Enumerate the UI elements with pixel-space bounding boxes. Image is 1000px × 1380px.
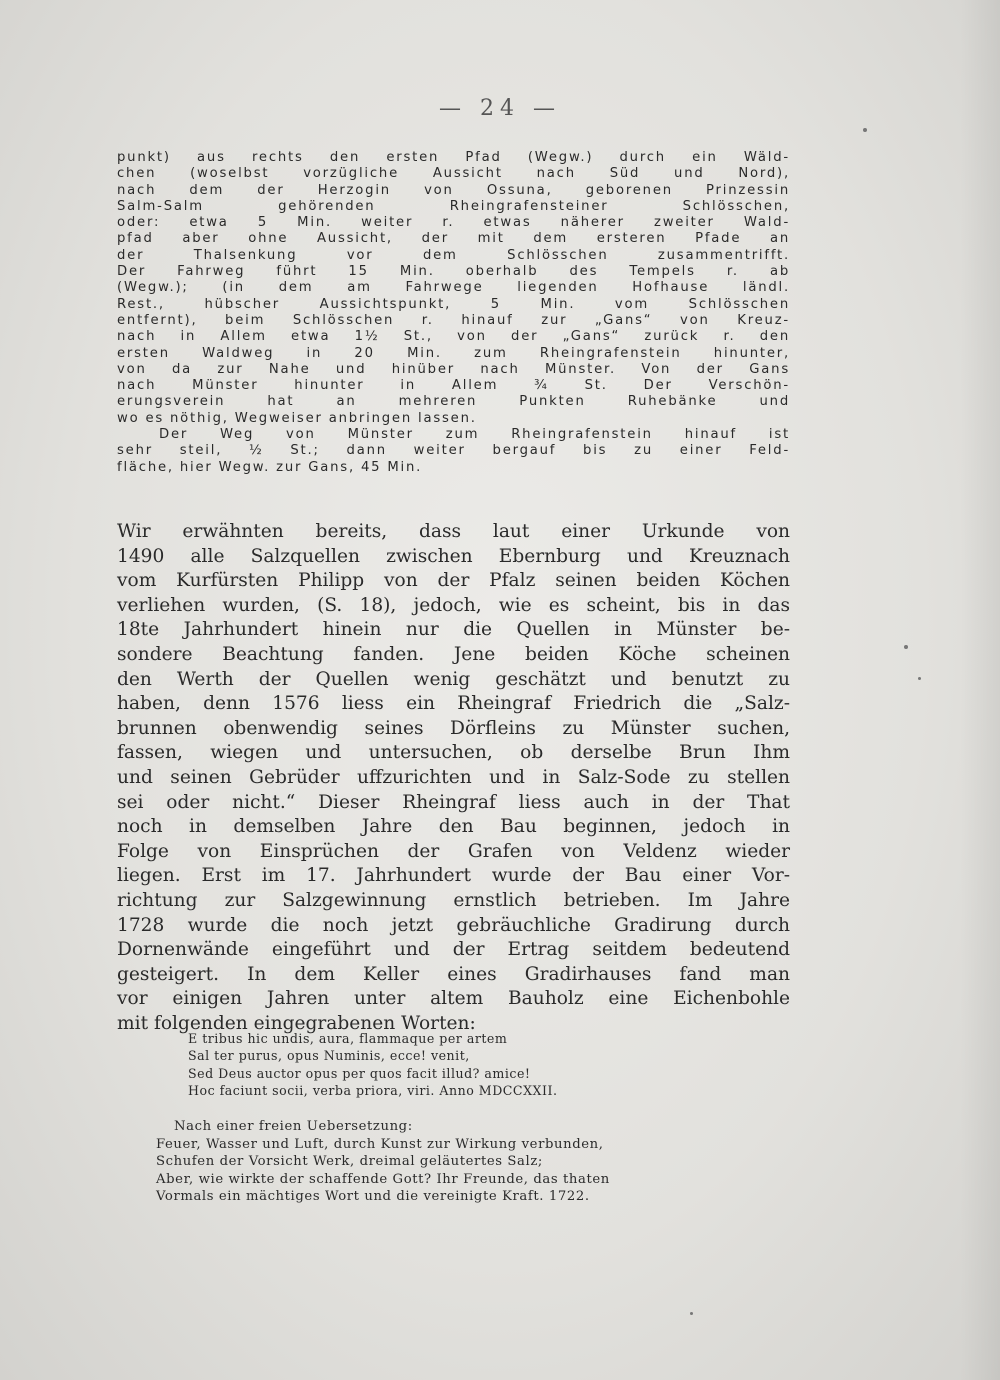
text-line: Dornenwände eingeführt und der Ertrag seitdem bedeutend xyxy=(117,939,790,961)
translation xyxy=(156,1118,751,1206)
text-line: Der Weg von Münster zum Rheingrafenstein hinauf ist xyxy=(159,427,790,443)
text-line: 1728 wurde die noch jetzt gebräuchliche Gradirung durch xyxy=(117,914,790,936)
translation-line: Aber, wie wirkte der schaffende Gott? Ihr Freunde, das thaten xyxy=(156,1171,610,1187)
text-line: brunnen obenwendig seines Dörfleins zu Münster suchen, xyxy=(117,717,790,739)
latin-inscription xyxy=(188,1030,748,1100)
text-line: erungsverein hat an mehreren Punkten Ruhebänke und xyxy=(117,394,790,410)
text-line: oder: etwa 5 Min. weiter r. etwas näherer zweiter Wald- xyxy=(117,215,790,231)
paper-speck xyxy=(863,128,867,132)
text-line: (Wegw.); (in dem am Fahrwege liegenden Hofhause ländl. xyxy=(117,280,790,296)
translation-heading: Nach einer freien Uebersetzung: xyxy=(174,1119,413,1134)
text-line: Der Fahrweg führt 15 Min. oberhalb des Tempels r. ab xyxy=(117,264,790,280)
paper-speck xyxy=(690,1312,693,1315)
text-line: Salm-Salm gehörenden Rheingrafensteiner Schlösschen, xyxy=(117,198,790,214)
translation-line: Vormals ein mächtiges Wort und die vereinigte Kraft. 1722. xyxy=(156,1189,590,1205)
text-line: sondere Beachtung fanden. Jene beiden Köche scheinen xyxy=(117,643,790,665)
text-line: und seinen Gebrüder uffzurichten und in Salz-Sode zu stellen xyxy=(117,766,790,788)
text-line: entfernt), beim Schlösschen r. hinauf zur „Gans“ von Kreuz- xyxy=(117,312,790,328)
text-line: vor einigen Jahren unter altem Bauholz eine Eichenbohle xyxy=(117,988,790,1010)
text-line: fassen, wiegen und untersuchen, ob derselbe Brun Ihm xyxy=(117,742,790,764)
paper-speck xyxy=(918,677,921,680)
inscription-line: E tribus hic undis, aura, flammaque per artem xyxy=(188,1031,508,1046)
text-line: chen (woselbst vorzügliche Aussicht nach Süd und Nord), xyxy=(117,166,790,182)
small-print-paragraph xyxy=(117,150,790,476)
text-line: nach dem der Herzogin von Ossuna, geborenen Prinzessin xyxy=(117,182,790,198)
text-line: von da zur Nahe und hinüber nach Münster. Von der Gans xyxy=(117,361,790,377)
text-line: 18te Jahrhundert hinein nur die Quellen in Münster be- xyxy=(117,619,790,641)
text-line: pfad aber ohne Aussicht, der mit dem ersteren Pfade an xyxy=(117,231,790,247)
inscription-line: Hoc faciunt socii, verba priora, viri. Anno MDCCXXII. xyxy=(188,1083,558,1099)
text-line: der Thalsenkung vor dem Schlösschen zusammentrifft. xyxy=(117,247,790,263)
inscription-line: Sed Deus auctor opus per quos facit illud? amice! xyxy=(188,1065,531,1081)
text-line: nach Münster hinunter in Allem ¾ St. Der Verschön- xyxy=(117,378,790,394)
text-line: mit folgenden eingegrabenen Worten: xyxy=(117,1012,476,1034)
text-line: den Werth der Quellen wenig geschätzt und benutzt zu xyxy=(117,668,790,690)
page-number: — 24 — xyxy=(439,96,561,121)
text-line: Wir erwähnten bereits, dass laut einer Urkunde von xyxy=(117,521,790,542)
main-paragraph xyxy=(117,520,790,1036)
text-line: verliehen wurden, (S. 18), jedoch, wie es scheint, bis in das xyxy=(117,594,790,616)
text-line: liegen. Erst im 17. Jahrhundert wurde der Bau einer Vor- xyxy=(117,865,790,887)
text-line: punkt) aus rechts den ersten Pfad (Wegw.) durch ein Wäld- xyxy=(117,150,790,165)
text-line: fläche, hier Wegw. zur Gans, 45 Min. xyxy=(117,459,423,475)
text-line: vom Kurfürsten Philipp von der Pfalz seinen beiden Köchen xyxy=(117,570,790,592)
text-line: ersten Waldweg in 20 Min. zum Rheingrafenstein hinunter, xyxy=(117,345,790,361)
text-line: haben, denn 1576 liess ein Rheingraf Friedrich die „Salz- xyxy=(117,693,790,715)
text-line: nach in Allem etwa 1½ St., von der „Gans“ zurück r. den xyxy=(117,329,790,345)
text-line: gesteigert. In dem Keller eines Gradirhauses fand man xyxy=(117,963,790,985)
text-line: wo es nöthig, Wegweiser anbringen lassen. xyxy=(117,410,477,426)
text-line: 1490 alle Salzquellen zwischen Ebernburg und Kreuznach xyxy=(117,545,790,567)
inscription-line: Sal ter purus, opus Numinis, ecce! venit, xyxy=(188,1048,470,1064)
text-line: Rest., hübscher Aussichtspunkt, 5 Min. vom Schlösschen xyxy=(117,296,790,312)
text-line: sehr steil, ½ St.; dann weiter bergauf bis zu einer Feld- xyxy=(117,443,790,459)
translation-line: Feuer, Wasser und Luft, durch Kunst zur Wirkung verbunden, xyxy=(156,1136,604,1152)
paper-speck xyxy=(904,645,908,649)
page-shadow xyxy=(960,0,1000,1380)
text-line: richtung zur Salzgewinnung ernstlich betrieben. Im Jahre xyxy=(117,889,790,911)
text-line: sei oder nicht.“ Dieser Rheingraf liess auch in der That xyxy=(117,791,790,813)
translation-line: Schufen der Vorsicht Werk, dreimal geläutertes Salz; xyxy=(156,1154,543,1170)
text-line: noch in demselben Jahre den Bau beginnen, jedoch in xyxy=(117,816,790,838)
text-line: Folge von Einsprüchen der Grafen von Veldenz wieder xyxy=(117,840,790,862)
